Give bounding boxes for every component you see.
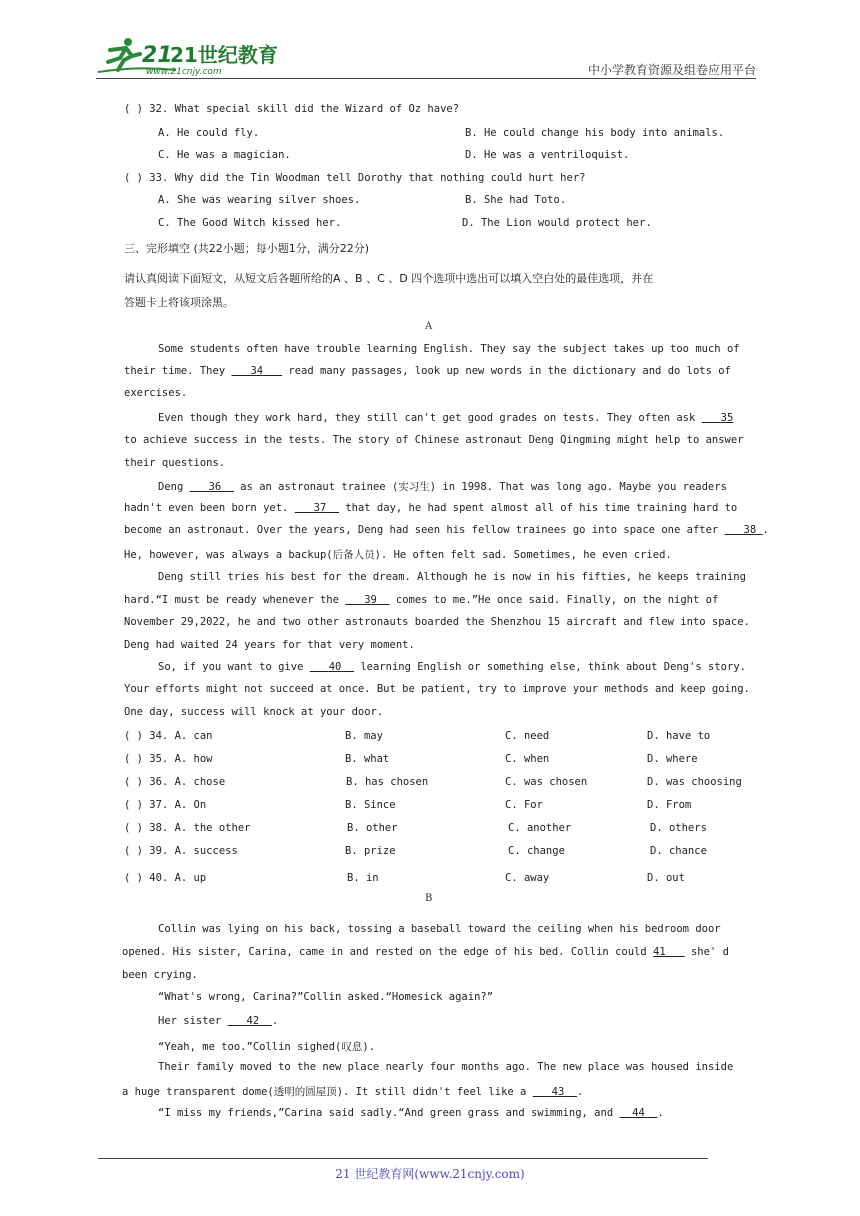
cloze-option-c[interactable]: C. another <box>508 822 572 834</box>
passage-b-line: “Yeah, me too.”Collin sighed(叹息). <box>158 1041 375 1053</box>
svg-text:21: 21 <box>142 43 173 68</box>
passage-a-line: Deng 36 as an astronaut trainee (实习生) in 1998. That was long ago. Maybe you readers <box>158 481 727 493</box>
cloze-blank-38: 38 <box>743 524 757 536</box>
passage-a-line: their time. They 34 read many passages, look up new words in the dictionary and do lots of <box>124 365 731 377</box>
cloze-blank-39: 39 <box>364 594 377 606</box>
cloze-option-d[interactable]: D. out <box>647 872 685 884</box>
cloze-option-b[interactable]: B. prize <box>345 845 396 857</box>
cloze-option-d[interactable]: D. have to <box>647 730 711 742</box>
footer-divider <box>98 1158 708 1159</box>
passage-a-line: So, if you want to give 40 learning English or something else, think about Deng's story. <box>158 661 746 673</box>
cloze-option-b[interactable]: B. has chosen <box>346 776 429 788</box>
footer-link[interactable]: 21 世纪教育网(www.21cnjy.com) <box>335 1167 525 1181</box>
cloze-option-c[interactable]: C. change <box>508 845 565 857</box>
question-32-option-c[interactable]: C. He was a magician. <box>158 149 291 161</box>
passage-a-line: their questions. <box>124 457 226 469</box>
site-logo <box>96 36 278 78</box>
cloze-option-d[interactable]: D. From <box>647 799 692 811</box>
cloze-option-c[interactable]: C. was chosen <box>505 776 588 788</box>
question-33-option-b[interactable]: B. She had Toto. <box>465 194 567 206</box>
cloze-option-c[interactable]: C. away <box>505 872 550 884</box>
question-32-stem: ( ) 32. What special skill did the Wizard of Oz have? <box>124 103 460 115</box>
section-instruction-line2: 答题卡上将该项涂黑。 <box>124 296 234 309</box>
passage-b-line: opened. His sister, Carina, came in and rested on the edge of his bed. Collin could 41 she' d <box>122 946 729 958</box>
cloze-blank-42: 42 <box>246 1015 260 1027</box>
cloze-option-b[interactable]: B. in <box>347 872 379 884</box>
section-instruction-line1: 请认真阅读下面短文，从短文后各题所给的A 、B 、C 、D 四个选项中选出可以填入空白处的最佳选项，并在 <box>124 272 654 285</box>
cloze-blank-43: 43 <box>551 1086 565 1098</box>
question-33-option-d[interactable]: D. The Lion would protect her. <box>462 217 652 229</box>
passage-a-line: November 29,2022, he and two other astronauts boarded the Shenzhou 15 aircraft and flew into space. <box>124 616 750 628</box>
passage-a-line: hard.“I must be ready whenever the 39 comes to me.”He once said. Finally, on the night of <box>124 594 719 606</box>
cloze-blank-34: 34 <box>250 365 264 377</box>
cloze-option-num[interactable]: ( ) 40. A. up <box>124 872 207 884</box>
passage-a-line: hadn't even been born yet. 37 that day, he had spent almost all of his time training hard to <box>124 502 738 514</box>
passage-b-line: Collin was lying on his back, tossing a baseball toward the ceiling when his bedroom door <box>158 923 721 935</box>
cloze-option-num[interactable]: ( ) 35. A. how <box>124 753 213 765</box>
cloze-option-c[interactable]: C. when <box>505 753 550 765</box>
cloze-blank-44: 44 <box>632 1107 645 1119</box>
passage-a-line: Even though they work hard, they still can't get good grades on tests. They often ask 35 <box>158 412 734 424</box>
passage-b-line: a huge transparent dome(透明的圆屋顶). It still didn't feel like a 43 . <box>122 1086 584 1098</box>
cloze-blank-41: 41 <box>653 946 666 958</box>
passage-a-line: become an astronaut. Over the years, Deng had seen his fellow trainees go into space one after 38 . <box>124 524 769 536</box>
cloze-option-b[interactable]: B. Since <box>345 799 396 811</box>
passage-a-line: to achieve success in the tests. The story of Chinese astronaut Deng Qingming might help to answer <box>124 434 744 446</box>
logo-url: www.21cnjy.com <box>146 67 222 77</box>
section-title: 三、完形填空 (共22小题；每小题1分，满分22分) <box>124 242 370 255</box>
cloze-option-d[interactable]: D. where <box>647 753 698 765</box>
cloze-option-d[interactable]: D. others <box>650 822 707 834</box>
cloze-blank-40: 40 <box>328 661 342 673</box>
passage-a-line: exercises. <box>124 387 188 399</box>
question-32-option-a[interactable]: A. He could fly. <box>158 127 260 139</box>
passage-a-label: A <box>425 321 433 332</box>
question-32-option-d[interactable]: D. He was a ventriloquist. <box>465 149 630 161</box>
cloze-option-c[interactable]: C. For <box>505 799 543 811</box>
passage-a-line: Some students often have trouble learning English. They say the subject takes up too much of <box>158 343 740 355</box>
cloze-option-b[interactable]: B. other <box>347 822 398 834</box>
cloze-blank-37: 37 <box>313 502 327 514</box>
logo-text: 21世纪教育 <box>170 43 278 67</box>
cloze-option-b[interactable]: B. may <box>345 730 383 742</box>
runner-logo-icon <box>96 36 278 78</box>
cloze-option-c[interactable]: C. need <box>505 730 550 742</box>
question-33-stem: ( ) 33. Why did the Tin Woodman tell Dorothy that nothing could hurt her? <box>124 172 586 184</box>
question-33-option-a[interactable]: A. She was wearing silver shoes. <box>158 194 361 206</box>
passage-b-line: “I miss my friends,”Carina said sadly.“And green grass and swimming, and 44 . <box>158 1107 664 1119</box>
passage-a-line: Deng had waited 24 years for that very moment. <box>124 639 415 651</box>
cloze-blank-35: 35 <box>720 412 734 424</box>
passage-a-line: One day, success will knock at your door. <box>124 706 384 718</box>
passage-a-line: Your efforts might not succeed at once. But be patient, try to improve your methods and keep going. <box>124 683 750 695</box>
passage-b-line: “What's wrong, Carina?”Collin asked.“Homesick again?” <box>158 991 494 1003</box>
cloze-option-num[interactable]: ( ) 39. A. success <box>124 845 238 857</box>
cloze-option-d[interactable]: D. chance <box>650 845 707 857</box>
passage-a-line: He, however, was always a backup(后备人员). He often felt sad. Sometimes, he even cried. <box>124 549 672 561</box>
cloze-option-num[interactable]: ( ) 37. A. On <box>124 799 207 811</box>
passage-b-line: Her sister 42 . <box>158 1015 279 1027</box>
passage-b-line: Their family moved to the new place nearly four months ago. The new place was housed inside <box>158 1061 734 1073</box>
passage-a-line: Deng still tries his best for the dream. Although he is now in his fifties, he keeps training <box>158 571 746 583</box>
question-32-option-b[interactable]: B. He could change his body into animals. <box>465 127 725 139</box>
cloze-option-num[interactable]: ( ) 38. A. the other <box>124 822 251 834</box>
header-platform-title: 中小学教育资源及组卷应用平台 <box>587 63 756 77</box>
cloze-option-num[interactable]: ( ) 34. A. can <box>124 730 213 742</box>
cloze-option-num[interactable]: ( ) 36. A. chose <box>124 776 226 788</box>
cloze-blank-36: 36 <box>208 481 222 493</box>
cloze-option-b[interactable]: B. what <box>345 753 390 765</box>
passage-b-label: B <box>425 893 433 904</box>
cloze-option-d[interactable]: D. was choosing <box>647 776 742 788</box>
question-33-option-c[interactable]: C. The Good Witch kissed her. <box>158 217 342 229</box>
passage-b-line: been crying. <box>122 969 198 981</box>
header-divider <box>96 78 756 79</box>
